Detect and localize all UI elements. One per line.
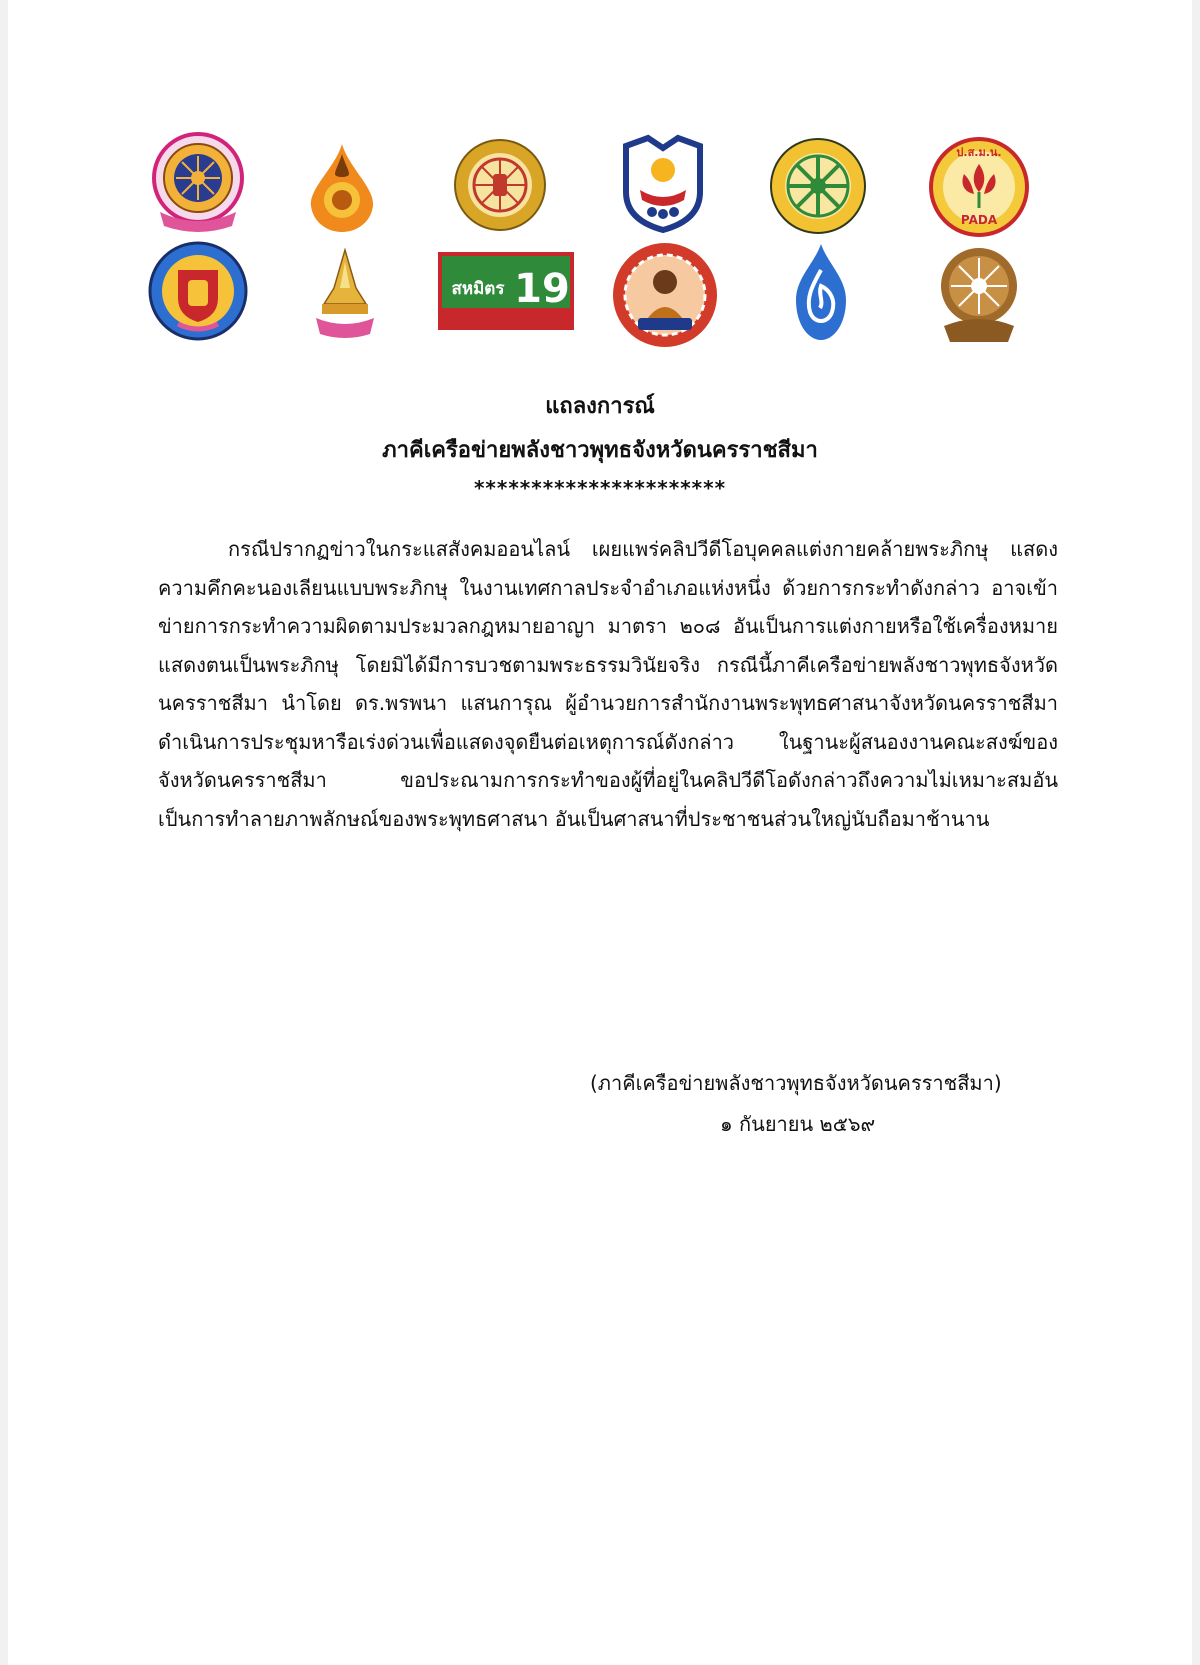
signature-organization: (ภาคีเครือข่ายพลังชาวพุทธจังหวัดนครราชสีมา) xyxy=(590,1071,1002,1095)
svg-text:ป.ส.ม.น.: ป.ส.ม.น. xyxy=(956,146,1002,159)
monk-portrait-seal-icon xyxy=(610,240,720,350)
document-organization: ภาคีเครือข่ายพลังชาวพุทธจังหวัดนครราชสีมา xyxy=(382,438,818,463)
document-heading: แถลงการณ์ xyxy=(545,394,655,419)
dharma-wheel-seal-icon xyxy=(148,130,248,240)
shield-emblem-icon xyxy=(618,134,708,234)
logo-banner xyxy=(148,130,1088,370)
orange-drop-emblem-icon xyxy=(305,140,380,235)
document-page xyxy=(8,0,1192,1665)
svg-text:สหมิตร: สหมิตร xyxy=(451,279,505,299)
green-wheel-seal-icon xyxy=(768,136,868,236)
gold-wheel-seal-icon xyxy=(453,138,548,233)
body-paragraph: กรณีปรากฏข่าวในกระแสสังคมออนไลน์ เผยแพร่คลิปวีดีโอบุคคลแต่งกายคล้ายพระภิกษุ แสดงความคึกคะนองเลียนแบบพระภิกษุ ในงานเทศกาลประจำอำเภอแห่งหนึ่ง ด้วยการกระทำดังกล่าว อาจเข้าข่ายการกระทำความผิดตามประมวลกฎหมายอาญา มาตรา ๒๐๘ อันเป็นการแต่งกายหรือใช้เครื่องหมายแสดงตนเป็นพระภิกษุ โดยมิได้มีการบวชตามพระธรรมวินัยจริง กรณีนี้ภาคีเครือข่ายพลังชาวพุทธจังหวัดนครราชสีมา นำโดย ดร.พรพนา แสนการุณ ผู้อำนวยการสำนักงานพระพุทธศาสนาจังหวัดนครราชสีมา ดำเนินการประชุมหารือเร่งด่วนเพื่อแสดงจุดยืนต่อเหตุการณ์ดังกล่าว ในฐานะผู้สนองงานคณะสงฆ์ของจังหวัดนครราชสีมา ขอประณามการกระทำของผู้ที่อยู่ในคลิปวีดีโอดังกล่าวถึงความไม่เหมาะสมอันเป็นการทำลายภาพลักษณ์ของพระพุทธศาสนา อันเป็นศาสนาที่ประชาชนส่วนใหญ่นับถือมาช้านาน xyxy=(158,537,1058,831)
statement-body xyxy=(158,530,1058,838)
signature-date: ๑ กันยายน ๒๕๖๙ xyxy=(720,1112,876,1136)
temple-spire-emblem-icon xyxy=(310,248,380,342)
monk-association-seal-icon xyxy=(148,240,248,342)
svg-text:PADA: PADA xyxy=(960,213,998,227)
separator-line: ********************** xyxy=(473,476,727,500)
brown-wheel-lotus-icon xyxy=(938,242,1020,346)
pada-lotus-seal-icon xyxy=(928,136,1030,238)
blue-flame-emblem-icon xyxy=(788,242,854,344)
sahamit-19-badge-icon xyxy=(438,252,574,330)
svg-text:19: 19 xyxy=(514,266,570,312)
